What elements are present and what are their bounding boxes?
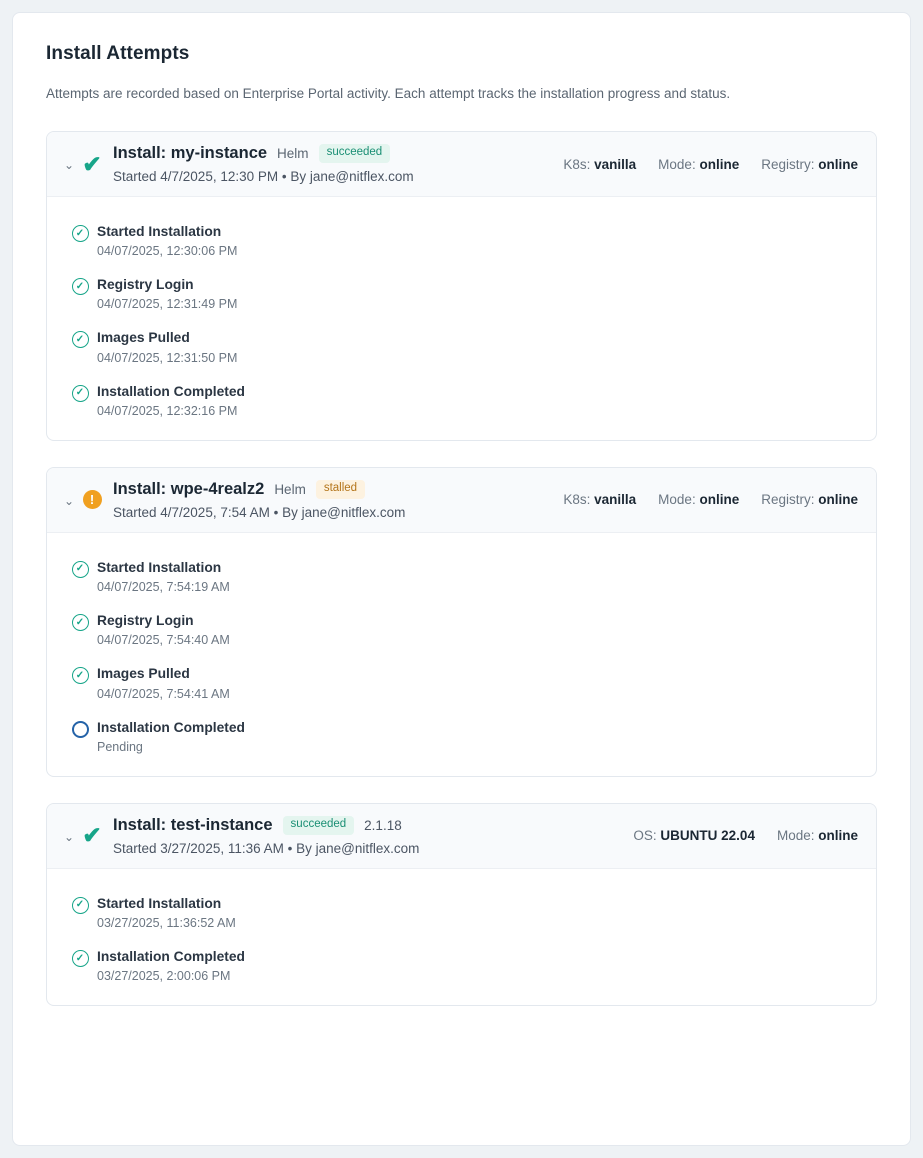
step-complete-icon	[63, 612, 97, 631]
attempt-kind: Helm	[274, 481, 306, 497]
step-complete-icon	[63, 329, 97, 348]
step-complete-icon	[63, 223, 97, 242]
check-icon: ✔	[82, 150, 102, 177]
meta-label: K8s:	[563, 156, 591, 172]
meta-value: online	[699, 156, 740, 172]
check-circle-icon: ✓	[72, 331, 89, 348]
meta-item	[633, 828, 755, 843]
attempt-title: Install: my-instance	[113, 144, 268, 162]
attempt-meta	[633, 828, 860, 843]
step-name: Started Installation	[97, 559, 222, 575]
step-row	[63, 665, 860, 700]
attempt-subtitle: Started 4/7/2025, 7:54 AM • By jane@nitflex.com	[113, 504, 406, 520]
check-circle-icon: ✓	[72, 667, 89, 684]
page-title: Install Attempts	[46, 43, 190, 64]
step-complete-icon	[63, 383, 97, 402]
step-name: Started Installation	[97, 224, 222, 239]
success-check-icon	[77, 824, 107, 847]
meta-label: Registry:	[761, 156, 815, 172]
check-circle-icon: ✓	[72, 561, 89, 578]
attempts-list	[33, 131, 890, 1006]
attempt-header-main	[107, 144, 563, 184]
step-timestamp: 04/07/2025, 7:54:19 AM	[97, 580, 230, 595]
attempt-card	[46, 803, 877, 1006]
step-row	[63, 895, 860, 930]
meta-value: online	[818, 492, 858, 508]
check-circle-icon: ✓	[72, 278, 89, 295]
chevron-down-icon[interactable]: ⌄	[63, 493, 75, 508]
attempt-card	[46, 467, 877, 777]
attempt-header-main	[107, 480, 563, 520]
step-timestamp: 04/07/2025, 7:54:40 AM	[97, 633, 230, 648]
step-row	[63, 719, 860, 754]
step-row	[63, 223, 860, 258]
step-name: Registry Login	[97, 613, 194, 629]
step-text	[97, 383, 860, 418]
warning-status-icon	[77, 490, 107, 509]
step-complete-icon	[63, 559, 97, 578]
chevron-down-icon[interactable]: ⌄	[63, 829, 75, 844]
step-name: Installation Completed	[97, 949, 245, 965]
step-row	[63, 383, 860, 418]
meta-value: online	[699, 492, 740, 508]
check-circle-icon: ✓	[72, 225, 89, 242]
step-name: Images Pulled	[97, 330, 190, 346]
step-complete-icon	[63, 948, 97, 967]
attempt-header[interactable]	[47, 804, 876, 869]
step-row	[63, 612, 860, 647]
step-text	[97, 665, 860, 700]
meta-label: Registry:	[761, 492, 815, 508]
attempt-meta	[563, 492, 860, 507]
attempt-title: Install: test-instance	[113, 815, 273, 834]
attempt-steps	[47, 869, 876, 1005]
meta-item	[563, 492, 636, 507]
step-text	[97, 719, 860, 754]
meta-value: UBUNTU 22.04	[660, 828, 755, 844]
step-name: Images Pulled	[97, 666, 190, 682]
step-timestamp: 03/27/2025, 11:36:52 AM	[97, 916, 236, 931]
step-row	[63, 559, 860, 594]
step-text	[97, 948, 860, 983]
attempt-version: 2.1.18	[364, 817, 402, 833]
meta-label: Mode:	[776, 828, 815, 844]
status-badge: succeeded	[283, 816, 355, 835]
step-text	[97, 612, 860, 647]
meta-item	[761, 157, 858, 172]
status-badge: succeeded	[319, 144, 391, 163]
check-circle-icon: ✓	[72, 897, 89, 914]
attempt-subtitle: Started 4/7/2025, 12:30 PM • By jane@nitflex.com	[113, 169, 414, 184]
meta-item	[563, 157, 636, 172]
attempt-card	[46, 131, 877, 441]
attempt-steps	[47, 533, 876, 776]
step-text	[97, 276, 860, 311]
step-timestamp: 04/07/2025, 7:54:41 AM	[97, 686, 230, 701]
attempt-title-row	[113, 816, 633, 835]
step-text	[97, 895, 860, 930]
step-timestamp: 04/07/2025, 12:32:16 PM	[97, 403, 238, 418]
exclamation-icon: !	[83, 490, 102, 509]
check-circle-icon: ✓	[72, 614, 89, 631]
meta-label: OS:	[633, 828, 657, 844]
check-circle-icon: ✓	[72, 385, 89, 402]
step-timestamp: 03/27/2025, 2:00:06 PM	[97, 969, 231, 984]
step-timestamp: 04/07/2025, 12:30:06 PM	[97, 244, 238, 259]
step-timestamp: Pending	[97, 739, 143, 754]
install-attempts-panel	[12, 12, 911, 1146]
step-name: Started Installation	[97, 895, 222, 911]
check-icon: ✔	[82, 822, 102, 849]
meta-item	[658, 492, 739, 507]
meta-label: K8s:	[563, 492, 591, 508]
attempt-header[interactable]	[47, 132, 876, 197]
meta-value: vanilla	[594, 492, 637, 508]
step-complete-icon	[63, 895, 97, 914]
meta-value: online	[818, 156, 858, 172]
attempt-subtitle: Started 3/27/2025, 11:36 AM • By jane@nitflex.com	[113, 840, 420, 856]
attempt-title-row	[113, 480, 563, 499]
status-badge: stalled	[316, 480, 365, 499]
step-text	[97, 223, 860, 258]
step-name: Registry Login	[97, 277, 194, 293]
attempt-title-row	[113, 144, 563, 163]
step-timestamp: 04/07/2025, 12:31:49 PM	[97, 297, 238, 312]
meta-item	[761, 492, 858, 507]
step-text	[97, 329, 860, 364]
meta-value: online	[818, 828, 858, 844]
step-complete-icon	[63, 276, 97, 295]
page-description: Attempts are recorded based on Enterprise Portal activity. Each attempt tracks the installation progress and status.	[46, 86, 731, 101]
meta-item	[658, 157, 739, 172]
step-text	[97, 559, 860, 594]
check-circle-icon: ✓	[72, 950, 89, 967]
attempt-header[interactable]	[47, 468, 876, 533]
attempt-header-main	[107, 816, 633, 856]
step-row	[63, 948, 860, 983]
step-timestamp: 04/07/2025, 12:31:50 PM	[97, 350, 238, 365]
empty-circle-icon	[72, 721, 89, 738]
meta-label: Mode:	[658, 492, 696, 508]
step-row	[63, 276, 860, 311]
step-name: Installation Completed	[97, 719, 245, 735]
attempt-meta	[563, 157, 860, 172]
chevron-down-icon[interactable]: ⌄	[63, 158, 75, 172]
step-name: Installation Completed	[97, 383, 245, 399]
step-complete-icon	[63, 665, 97, 684]
attempt-kind: Helm	[277, 146, 309, 161]
success-check-icon	[77, 150, 107, 177]
meta-item	[777, 828, 858, 843]
meta-label: Mode:	[658, 156, 696, 172]
step-pending-icon	[63, 719, 97, 738]
attempt-title: Install: wpe-4realz2	[113, 479, 265, 498]
attempt-steps	[47, 197, 876, 440]
meta-value: vanilla	[594, 156, 637, 172]
step-row	[63, 329, 860, 364]
